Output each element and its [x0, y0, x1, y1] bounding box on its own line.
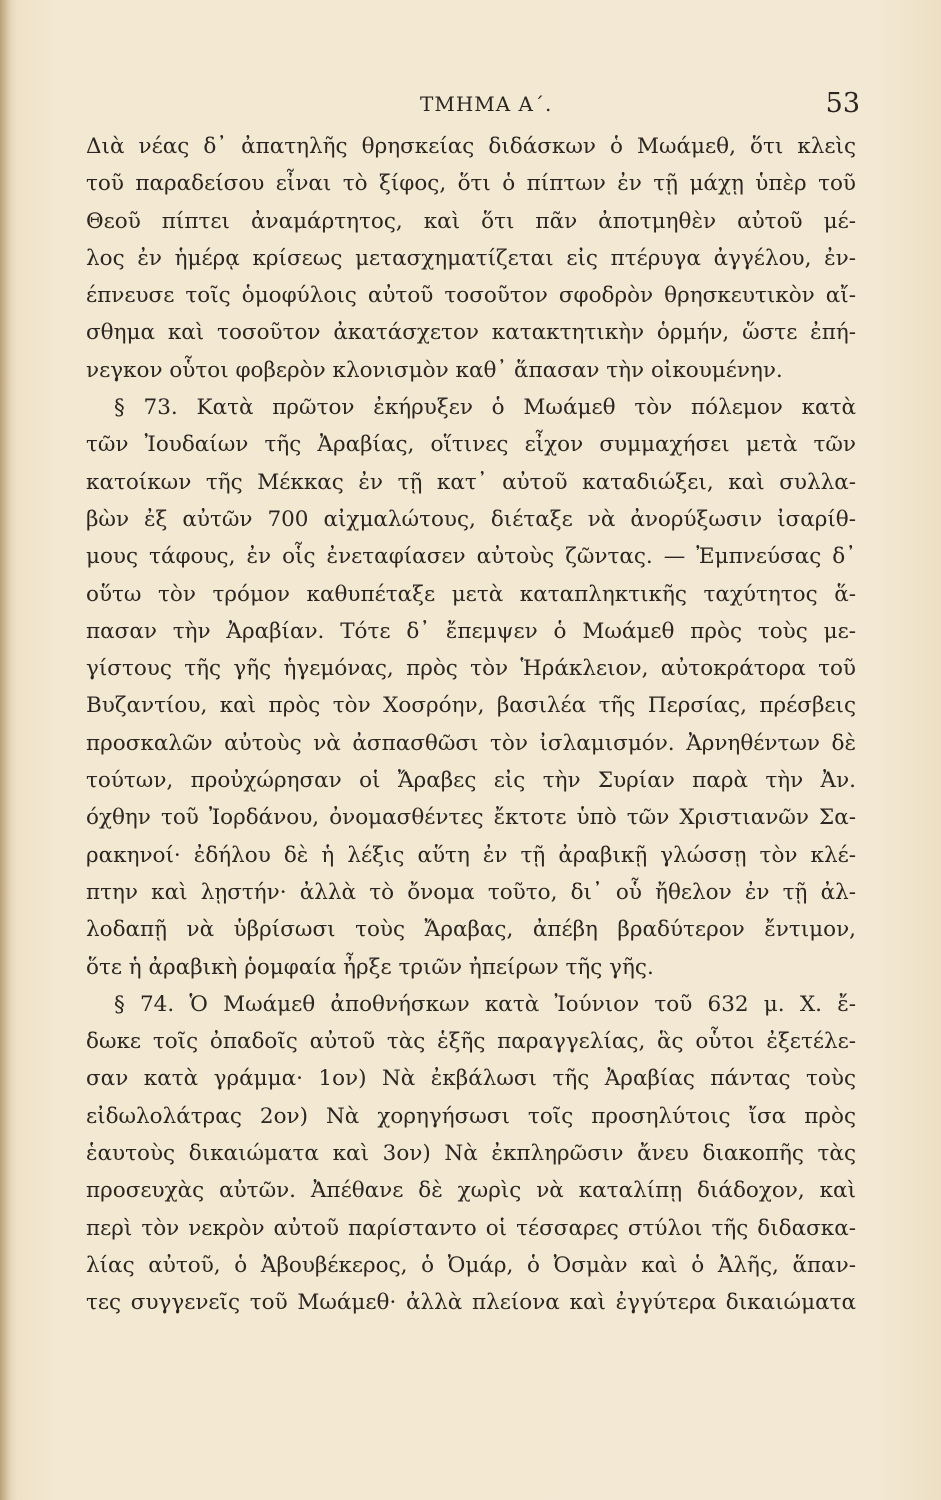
text-line: σαν κατὰ γράμμα· 1ον) Νὰ ἐκβάλωσι τῆς Ἀραβίας πάντας τοὺς [86, 1066, 856, 1092]
body-text [86, 128, 856, 1322]
text-line: μους τάφους, ἐν οἷς ἐνεταφίασεν αὐτοὺς ζῶντας. — Ἐμπνεύσας δ᾽ [86, 544, 856, 570]
text-line: προσευχὰς αὐτῶν. Ἀπέθανε δὲ χωρὶς νὰ καταλίπῃ διάδοχον, καὶ [86, 1178, 856, 1204]
text-line: ὅτε ἡ ἀραβικὴ ῥομφαία ἦρξε τριῶν ἠπείρων τῆς γῆς. [86, 954, 654, 980]
running-head: ΤΜΗΜΑ Α΄. [420, 92, 553, 116]
section-74-start: § 74. Ὁ Μωάμεθ ἀποθνήσκων κατὰ Ἰούνιον τοῦ 632 μ. Χ. ἔ- [114, 991, 856, 1017]
text-line: τες συγγενεῖς τοῦ Μωάμεθ· ἀλλὰ πλείονα καὶ ἐγγύτερα δικαιώματα [86, 1290, 856, 1316]
text-line: ἑαυτοὺς δικαιώματα καὶ 3ον) Νὰ ἐκπληρῶσιν ἄνευ διακοπῆς τὰς [86, 1141, 856, 1167]
page-header [80, 88, 860, 128]
text-line: λος ἐν ἡμέρᾳ κρίσεως μετασχηματίζεται εἰς πτέρυγα ἀγγέλου, ἐν- [86, 245, 856, 271]
text-line: σθημα καὶ τοσοῦτον ἀκατάσχετον κατακτητικὴν ὁρμήν, ὥστε ἐπή- [86, 320, 856, 346]
text-line: τῶν Ἰουδαίων τῆς Ἀραβίας, οἵτινες εἶχον συμμαχήσει μετὰ τῶν [86, 432, 856, 458]
text-line: προσκαλῶν αὐτοὺς νὰ ἀσπασθῶσι τὸν ἰσλαμισμόν. Ἀρνηθέντων δὲ [86, 730, 856, 756]
text-line: Διὰ νέας δ᾽ ἀπατηλῆς θρησκείας διδάσκων ὁ Μωάμεθ, ὅτι κλεὶς [86, 134, 856, 159]
text-line: τούτων, προὐχώρησαν οἱ Ἄραβες εἰς τὴν Συρίαν παρὰ τὴν Ἀν. [86, 768, 856, 794]
text-line: κατοίκων τῆς Μέκκας ἐν τῇ κατ᾽ αὐτοῦ καταδιώξει, καὶ συλλα- [86, 469, 856, 495]
text-line: εἰδωλολάτρας 2ον) Νὰ χορηγήσωσι τοῖς προσηλύτοις ἴσα πρὸς [86, 1103, 856, 1129]
text-line: οὕτω τὸν τρόμον καθυπέταξε μετὰ καταπληκτικῆς ταχύτητος ἅ- [86, 581, 856, 607]
text-line: λοδαπῇ νὰ ὑβρίσωσι τοὺς Ἄραβας, ἀπέβη βραδύτερον ἔντιμον, [86, 917, 856, 943]
text-line: λίας αὐτοῦ, ὁ Ἀβουβέκερος, ὁ Ὀμάρ, ὁ Ὀσμὰν καὶ ὁ Ἀλῆς, ἅπαν- [86, 1252, 856, 1278]
section-73-start: § 73. Κατὰ πρῶτον ἐκήρυξεν ὁ Μωάμεθ τὸν πόλεμον κατὰ [114, 395, 856, 421]
text-line: πασαν τὴν Ἀραβίαν. Τότε δ᾽ ἔπεμψεν ὁ Μωάμεθ πρὸς τοὺς με- [86, 618, 856, 644]
text-line: γίστους τῆς γῆς ἡγεμόνας, πρὸς τὸν Ἡράκλειον, αὐτοκράτορα τοῦ [86, 656, 856, 682]
text-line: έπνευσε τοῖς ὁμοφύλοις αὐτοῦ τοσοῦτον σφοδρὸν θρησκευτικὸν αἴ- [86, 283, 856, 309]
page-gutter [0, 0, 10, 1500]
text-line: πτην καὶ λῃστήν· ἀλλὰ τὸ ὄνομα τοῦτο, δι᾽ οὗ ἤθελον ἐν τῇ ἀλ- [86, 879, 856, 905]
text-line: περὶ τὸν νεκρὸν αὐτοῦ παρίσταντο οἱ τέσσαρες στύλοι τῆς διδασκα- [86, 1215, 856, 1241]
text-line: ρακηνοί· ἐδήλου δὲ ἡ λέξις αὕτη ἐν τῇ ἀραβικῇ γλώσσῃ τὸν κλέ- [86, 842, 856, 868]
text-line: τοῦ παραδείσου εἶναι τὸ ξίφος, ὅτι ὁ πίπτων ἐν τῇ μάχῃ ὑπὲρ τοῦ [86, 171, 856, 197]
text-line: όχθην τοῦ Ἰορδάνου, ὀνομασθέντες ἔκτοτε ὑπὸ τῶν Χριστιανῶν Σα- [86, 805, 856, 831]
text-line: νεγκον οὗτοι φοβερὸν κλονισμὸν καθ᾽ ἅπασαν τὴν οἰκουμένην. [86, 357, 783, 383]
text-line: Θεοῦ πίπτει ἀναμάρτητος, καὶ ὅτι πᾶν ἀποτμηθὲν αὐτοῦ μέ- [86, 208, 856, 234]
text-line: δωκε τοῖς ὀπαδοῖς αὐτοῦ τὰς ἑξῆς παραγγελίας, ἃς οὗτοι ἐξετέλε- [86, 1029, 856, 1055]
page-number: 53 [825, 88, 860, 119]
text-line: βὼν ἐξ αὐτῶν 700 αἰχμαλώτους, διέταξε νὰ ἀνορύξωσιν ἰσαρίθ- [86, 506, 856, 532]
text-line: Βυζαντίου, καὶ πρὸς τὸν Χοσρόην, βασιλέα τῆς Περσίας, πρέσβεις [86, 693, 856, 719]
